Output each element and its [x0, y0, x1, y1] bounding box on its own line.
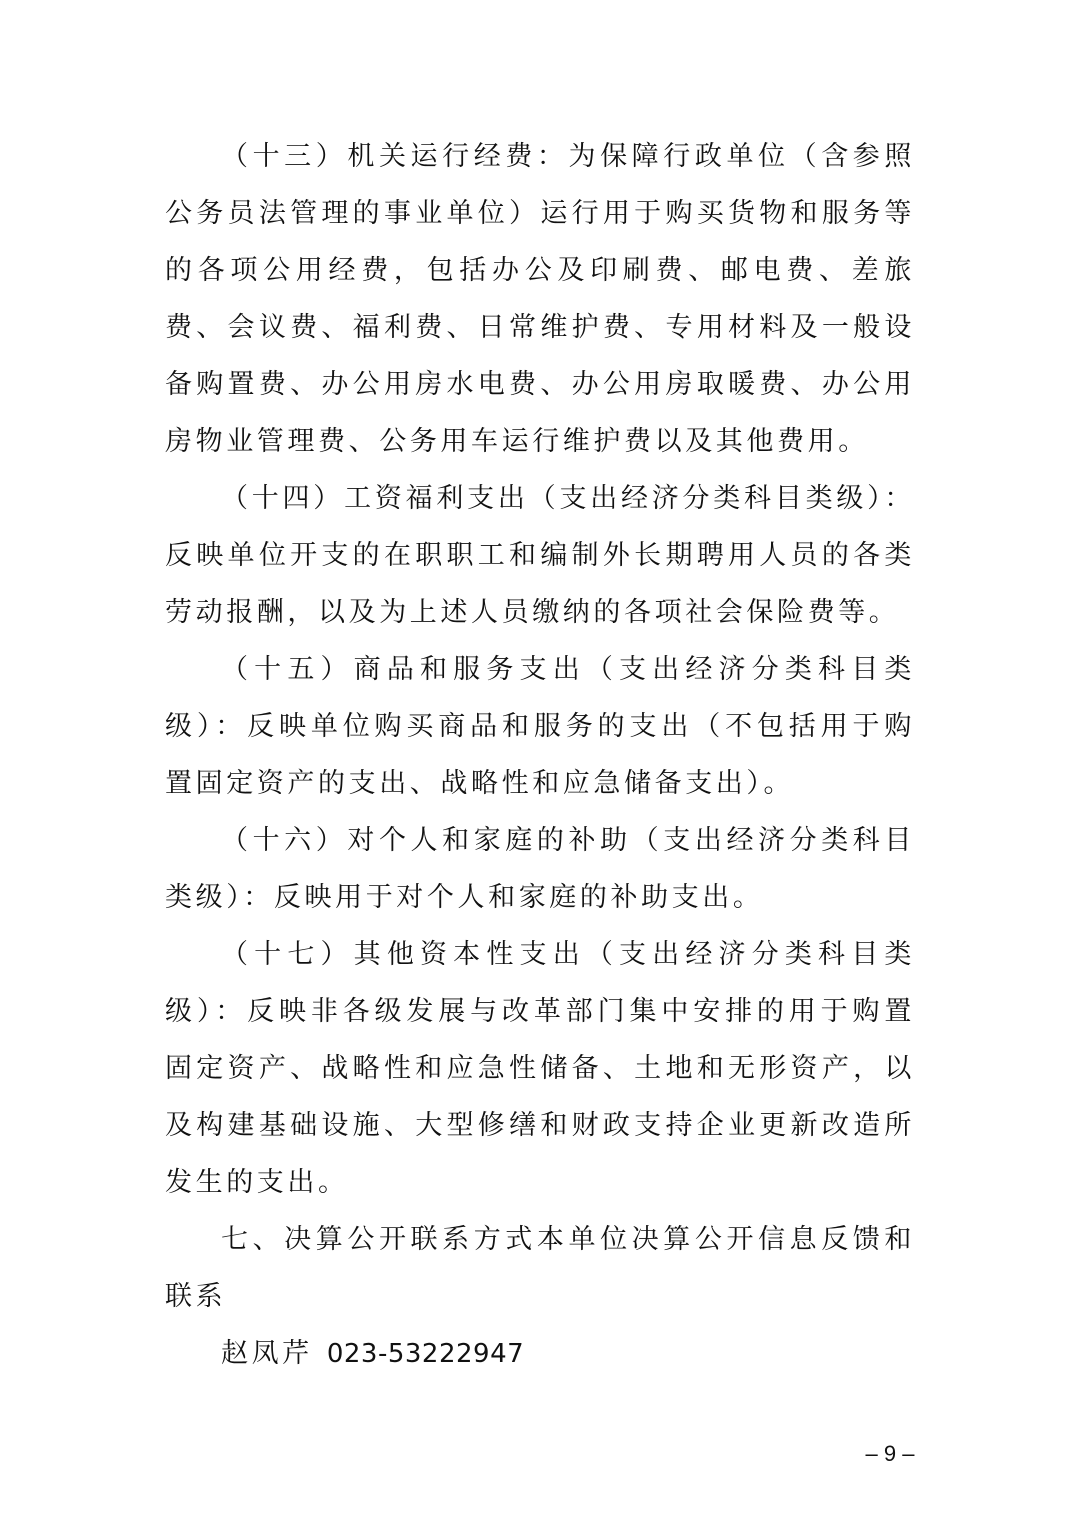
paragraph-item-14: （十四）工资福利支出（支出经济分类科目类级）：反映单位开支的在职职工和编制外长期聘用人员的各类劳动报酬，以及为上述人员缴纳的各项社会保险费等。	[165, 483, 915, 628]
paragraph-item-15: （十五）商品和服务支出（支出经济分类科目类级）：反映单位购买商品和服务的支出（不包括用于购置固定资产的支出、战略性和应急储备支出）。	[165, 654, 915, 799]
page-number: – 9 –	[865, 1441, 915, 1466]
paragraph-item-17: （十七）其他资本性支出（支出经济分类科目类级）：反映非各级发展与改革部门集中安排的用于购置固定资产、战略性和应急性储备、土地和无形资产，以及构建基础设施、大型修缮和财政支持企业更新改造所发生的支出。	[165, 939, 915, 1198]
contact-line	[165, 1325, 915, 1383]
paragraph-item-16: （十六）对个人和家庭的补助（支出经济分类科目类级）：反映用于对个人和家庭的补助支出。	[165, 825, 915, 913]
contact-phone: 023-53222947	[326, 1339, 525, 1369]
paragraph-item-13: （十三）机关运行经费：为保障行政单位（含参照公务员法管理的事业单位）运行用于购买货物和服务等的各项公用经费，包括办公及印刷费、邮电费、差旅费、会议费、福利费、日常维护费、专用材料及一般设备购置费、办公用房水电费、办公用房取暖费、办公用房物业管理费、公务用车运行维护费以及其他费用。	[165, 141, 915, 457]
contact-name: 赵凤芹	[221, 1338, 313, 1369]
paragraph-section-7-contact: 七、决算公开联系方式本单位决算公开信息反馈和联系	[165, 1224, 915, 1312]
document-body	[165, 128, 915, 1383]
